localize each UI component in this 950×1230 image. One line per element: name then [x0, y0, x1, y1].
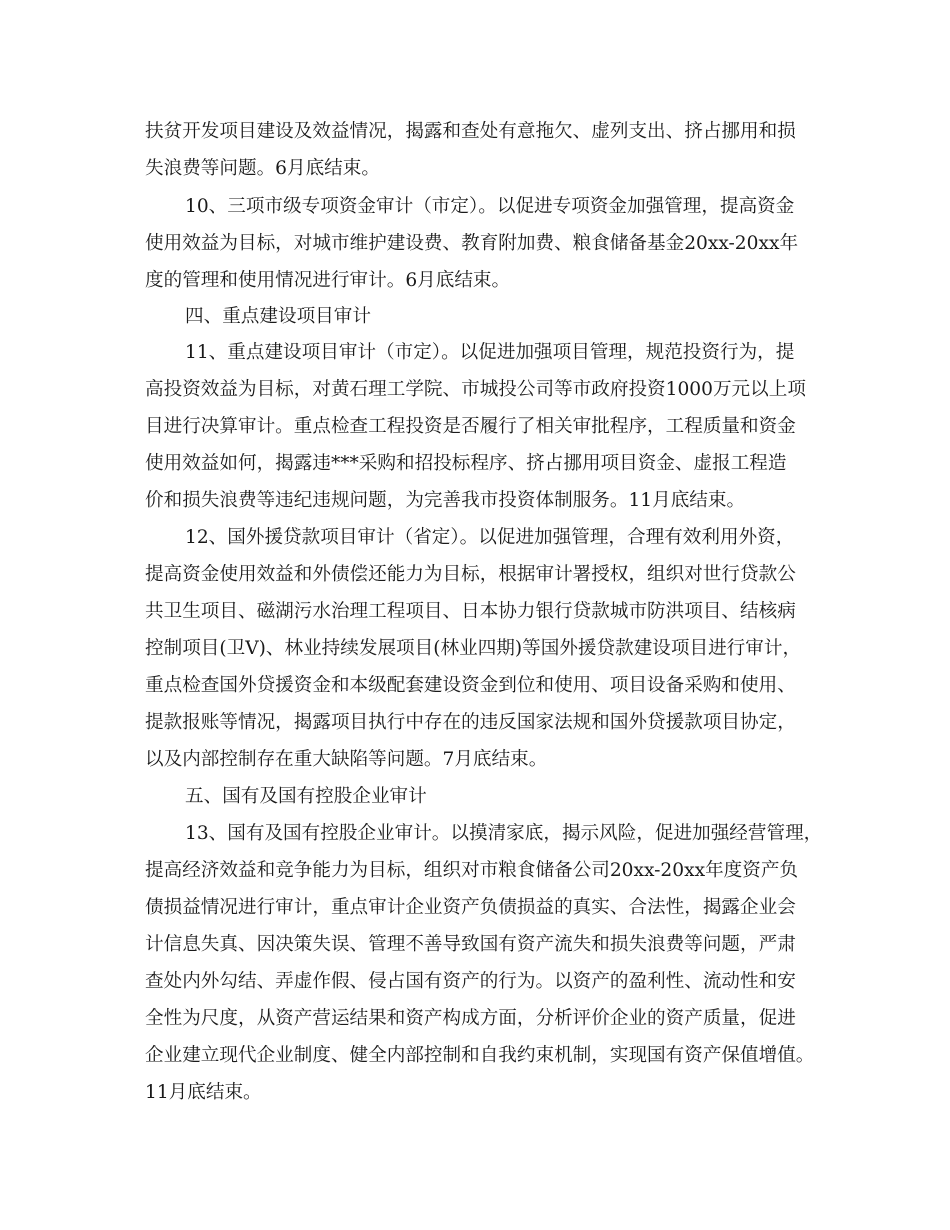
paragraph-line: 共卫生项目、磁湖污水治理工程项目、日本协力银行贷款城市防洪项目、结核病 [145, 601, 796, 622]
paragraph-line: 13、国有及国有控股企业审计。以摸清家底，揭示风险，促进加强经营管理， [185, 823, 823, 844]
paragraph-line: 高投资效益为目标，对黄石理工学院、市城投公司等市政府投资1000万元以上项 [145, 379, 806, 400]
paragraph-line: 提高资金使用效益和外债偿还能力为目标，根据审计署授权，组织对世行贷款公 [145, 564, 796, 585]
paragraph-line: 提款报账等情况，揭露项目执行中存在的违反国家法规和国外贷援款项目协定， [145, 712, 796, 733]
paragraph-line: 扶贫开发项目建设及效益情况，揭露和查处有意拖欠、虚列支出、挤占挪用和损 [145, 121, 796, 142]
paragraph-line: 度的管理和使用情况进行审计。6月底结束。 [145, 270, 511, 291]
paragraph-line: 12、国外援贷款项目审计（省定）。以促进加强管理，合理有效利用外资， [185, 527, 795, 548]
paragraph-line: 价和损失浪费等违纪违规问题，为完善我市投资体制服务。11月底结束。 [145, 490, 746, 511]
paragraph-line: 以及内部控制存在重大缺陷等问题。7月底结束。 [145, 749, 548, 770]
paragraph-line: 控制项目(卫Ⅴ)、林业持续发展项目(林业四期)等国外援贷款建设项目进行审计， [145, 638, 802, 659]
paragraph-line: 企业建立现代企业制度、健全内部控制和自我约束机制，实现国有资产保值增值。 [145, 1045, 815, 1066]
paragraph-line: 提高经济效益和竞争能力为目标，组织对市粮食储备公司20xx-20xx年度资产负 [145, 860, 799, 881]
paragraph-line: 债损益情况进行审计，重点审计企业资产负债损益的真实、合法性，揭露企业会 [145, 897, 796, 918]
paragraph-line: 使用效益为目标，对城市维护建设费、教育附加费、粮食储备基金20xx-20xx年 [145, 233, 799, 254]
section-heading: 四、重点建设项目审计 [185, 306, 371, 327]
paragraph-line: 重点检查国外贷援资金和本级配套建设资金到位和使用、项目设备采购和使用、 [145, 675, 796, 696]
paragraph-line: 11月底结束。 [145, 1082, 262, 1103]
paragraph-line: 使用效益如何，揭露违***采购和招投标程序、挤占挪用项目资金、虚报工程造 [145, 453, 787, 474]
paragraph-line: 目进行决算审计。重点检查工程投资是否履行了相关审批程序，工程质量和资金 [145, 416, 796, 437]
paragraph-line: 查处内外勾结、弄虚作假、侵占国有资产的行为。以资产的盈利性、流动性和安 [145, 971, 796, 992]
paragraph-line: 失浪费等问题。6月底结束。 [145, 158, 380, 179]
paragraph-line: 全性为尺度，从资产营运结果和资产构成方面，分析评价企业的资产质量，促进 [145, 1008, 796, 1029]
section-heading: 五、国有及国有控股企业审计 [185, 786, 427, 807]
paragraph-line: 10、三项市级专项资金审计（市定）。以促进专项资金加强管理，提高资金 [185, 196, 795, 217]
paragraph-line: 11、重点建设项目审计（市定）。以促进加强项目管理，规范投资行为，提 [185, 342, 795, 363]
paragraph-line: 计信息失真、因决策失误、管理不善导致国有资产流失和损失浪费等问题，严肃 [145, 934, 796, 955]
